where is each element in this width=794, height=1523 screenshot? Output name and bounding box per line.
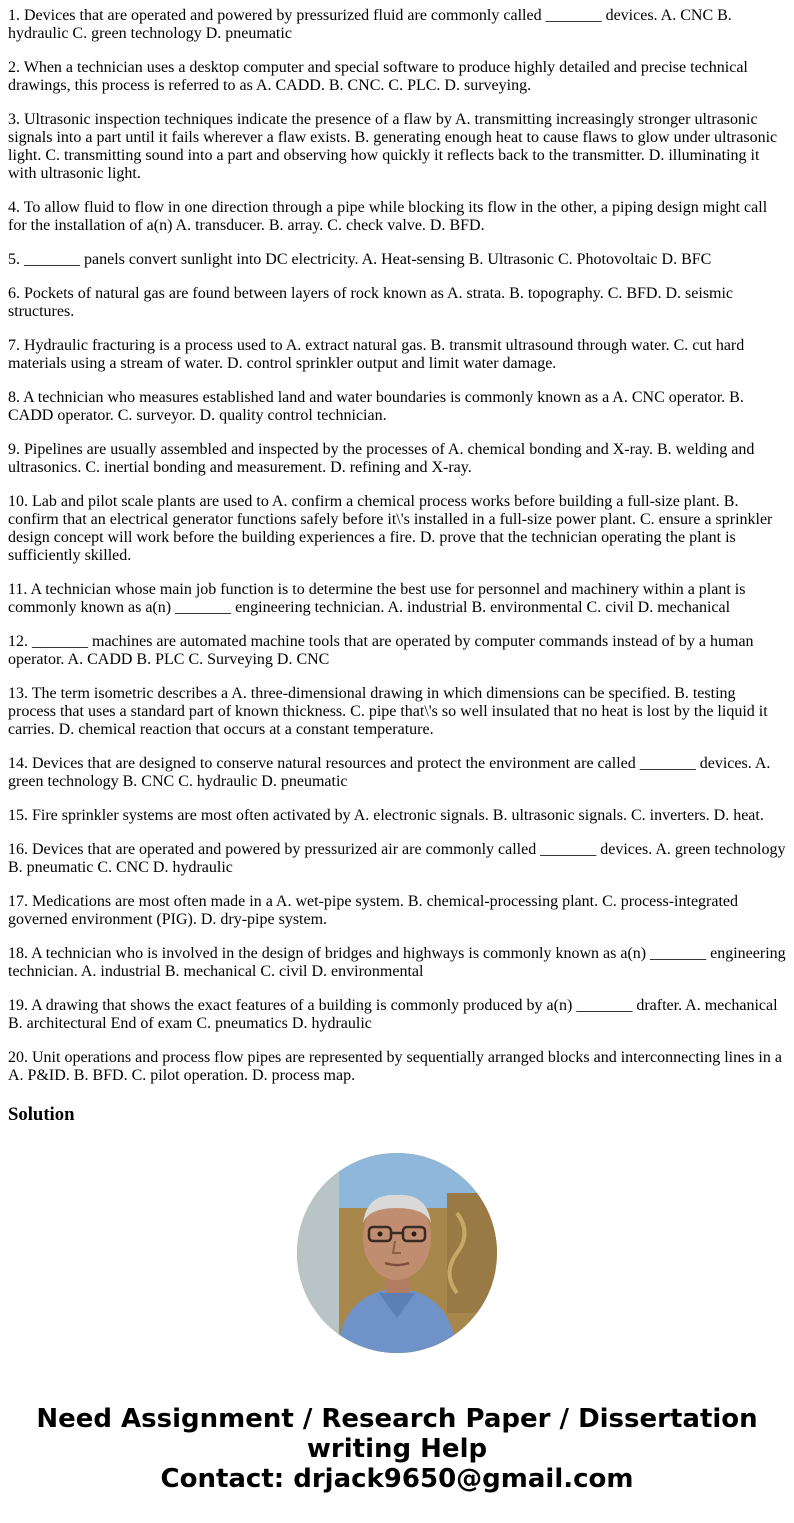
- question-14: 14. Devices that are designed to conserve natural resources and protect the environment are called _______ devices. A. green technology B. CNC C. hydraulic D. pneumatic: [8, 755, 771, 790]
- question-9: 9. Pipelines are usually assembled and inspected by the processes of A. chemical bonding and X-ray. B. welding and ultrasonics. C. inertial bonding and measurement. D. refining and X-ray.: [8, 441, 755, 476]
- question-8: 8. A technician who measures established land and water boundaries is commonly known as a A. CNC operator. B. CADD operator. C. surveyor. D. quality control technician.: [8, 389, 744, 424]
- question-11: 11. A technician whose main job function is to determine the best use for personnel and machinery within a plant is commonly known as a(n) _______ engineering technician. A. industrial B. environmental C. civil D. mechanical: [8, 581, 746, 616]
- solution-heading: Solution: [8, 1104, 75, 1125]
- question-20: 20. Unit operations and process flow pipes are represented by sequentially arranged blocks and interconnecting lines in a A. P&ID. B. BFD. C. pilot operation. D. process map.: [8, 1049, 782, 1084]
- question-18: 18. A technician who is involved in the design of bridges and highways is commonly known as a(n) _______ engineering technician. A. industrial B. mechanical C. civil D. environmental: [8, 945, 786, 980]
- question-3: 3. Ultrasonic inspection techniques indicate the presence of a flaw by A. transmitting increasingly stronger ultrasonic signals into a part until it fails wherever a flaw exists. B. generating enough heat to cause flaws to glow under ultrasonic light. C. transmitting sound into a part and observing how quickly it reflects back to the transmitter. D. illuminating it with ultrasonic light.: [8, 111, 778, 182]
- question-13: 13. The term isometric describes a A. three-dimensional drawing in which dimensions can be specified. B. testing process that uses a standard part of known thickness. C. pipe that\'s so well insulated that no heat is lost by the liquid it carries. D. chemical reaction that occurs at a constant temperature.: [8, 685, 768, 738]
- question-15: 15. Fire sprinkler systems are most often activated by A. electronic signals. B. ultrasonic signals. C. inverters. D. heat.: [8, 807, 764, 824]
- question-16: 16. Devices that are operated and powered by pressurized air are commonly called _______ devices. A. green technology B. pneumatic C. CNC D. hydraulic: [8, 841, 786, 876]
- author-avatar: [297, 1153, 497, 1353]
- question-10: 10. Lab and pilot scale plants are used to A. confirm a chemical process works before building a full-size plant. B. confirm that an electrical generator functions safely before it\'s installed in a full-size power plant. C. ensure a sprinkler design concept will work before the building experiences a fire. D. prove that the technician operating the plant is sufficiently skilled.: [8, 493, 773, 564]
- question-2: 2. When a technician uses a desktop computer and special software to produce highly detailed and precise technical drawings, this process is referred to as A. CADD. B. CNC. C. PLC. D. surveying.: [8, 59, 748, 94]
- question-4: 4. To allow fluid to flow in one direction through a pipe while blocking its flow in the other, a piping design might call for the installation of a(n) A. transducer. B. array. C. check valve. D. BFD.: [8, 199, 768, 234]
- contact-banner: [0, 1404, 794, 1494]
- author-portrait-image: [297, 1153, 497, 1353]
- banner-line-2: writing Help: [306, 1434, 488, 1464]
- question-12: 12. _______ machines are automated machine tools that are operated by computer commands instead of by a human operator. A. CADD B. PLC C. Surveying D. CNC: [8, 633, 754, 668]
- question-6: 6. Pockets of natural gas are found between layers of rock known as A. strata. B. topography. C. BFD. D. seismic structures.: [8, 285, 734, 320]
- banner-contact-email: Contact: drjack9650@gmail.com: [160, 1464, 634, 1494]
- question-5: 5. _______ panels convert sunlight into DC electricity. A. Heat-sensing B. Ultrasonic C. Photovoltaic D. BFC: [8, 251, 712, 268]
- question-19: 19. A drawing that shows the exact features of a building is commonly produced by a(n) _______ drafter. A. mechanical B. architectural End of exam C. pneumatics D. hydraulic: [8, 997, 778, 1032]
- question-7: 7. Hydraulic fracturing is a process used to A. extract natural gas. B. transmit ultrasound through water. C. cut hard materials using a stream of water. D. control sprinkler output and limit water damage.: [8, 337, 745, 372]
- question-17: 17. Medications are most often made in a A. wet-pipe system. B. chemical-processing plant. C. process-integrated governed environment (PIG). D. dry-pipe system.: [8, 893, 739, 928]
- banner-line-1: Need Assignment / Research Paper / Dissertation: [36, 1404, 758, 1434]
- question-1: 1. Devices that are operated and powered by pressurized fluid are commonly called _______ devices. A. CNC B. hydraulic C. green technology D. pneumatic: [8, 7, 732, 42]
